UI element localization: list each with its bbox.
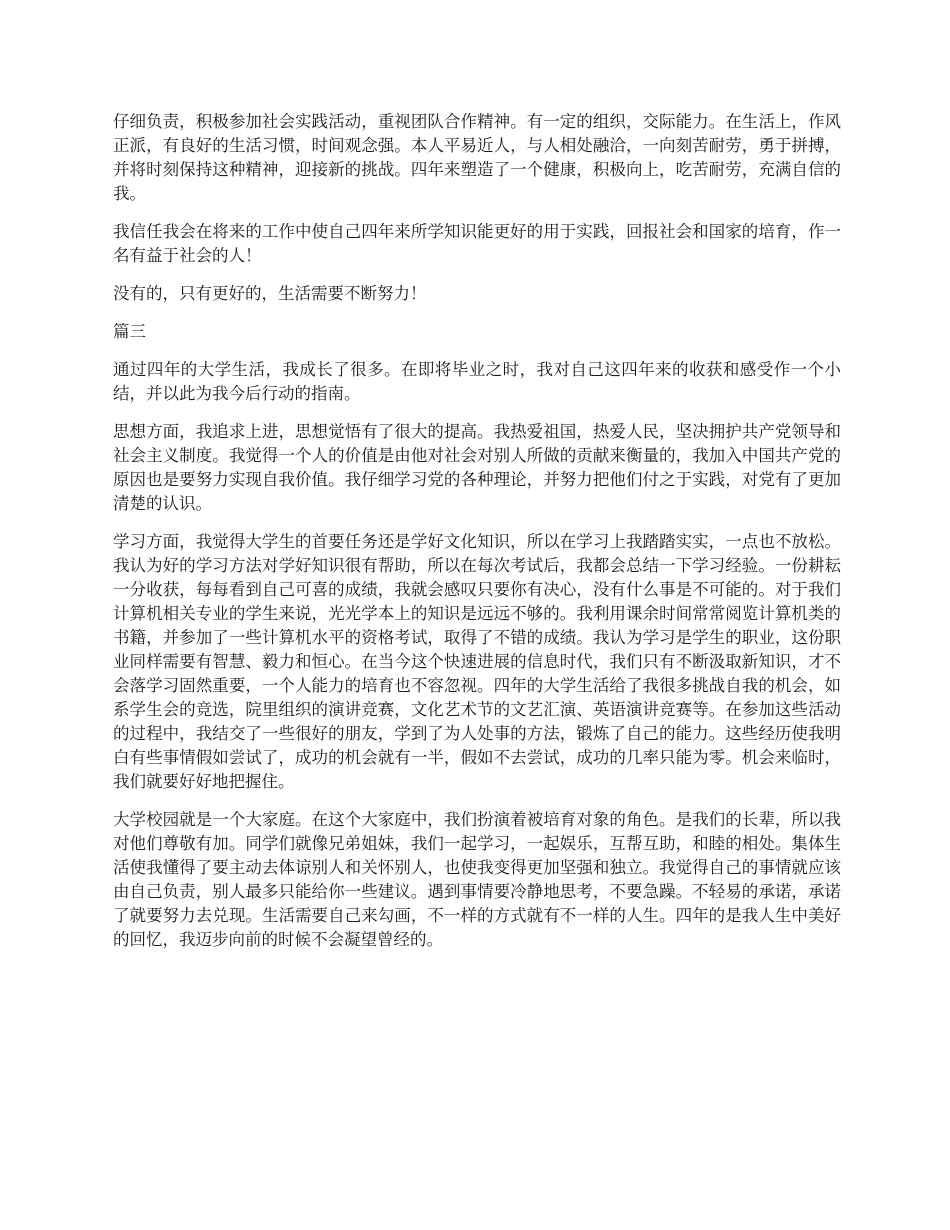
paragraph-future-work: 我信任我会在将来的工作中使自己四年来所学知识能更好的用于实践，回报社会和国家的培育，作一名有益于社会的人！ xyxy=(113,222,841,265)
paragraph-ideology: 思想方面，我追求上进，思想觉悟有了很大的提高。我热爱祖国，热爱人民，坚决拥护共产党领导和社会主义制度。我觉得一个人的价值是由他对社会对别人所做的贡献来衡量的，我加入中国共产党的原因也是要努力实现自我价值。我仔细学习党的各种理论，并努力把他们付之于实践，对党有了更加清楚的认识。 xyxy=(113,422,841,513)
paragraph-intro: 通过四年的大学生活，我成长了很多。在即将毕业之时，我对自己这四年来的收获和感受作一个小结，并以此为我今后行动的指南。 xyxy=(113,360,841,403)
paragraph-keep-trying: 没有的，只有更好的，生活需要不断努力！ xyxy=(113,284,427,303)
section-heading: 篇三 xyxy=(113,322,146,341)
paragraph-campus-life: 大学校园就是一个大家庭。在这个大家庭中，我们扮演着被培育对象的角色。是我们的长辈，所以我对他们尊敬有加。同学们就像兄弟姐妹，我们一起学习，一起娱乐，互帮互助，和睦的相处。集体生活使我懂得了要主动去体谅别人和关怀别人，也使我变得更加坚强和独立。我觉得自己的事情就应该由自己负责，别人最多只能给你一些建议。遇到事情要冷静地思考，不要急躁。不轻易的承诺，承诺了就要努力去兑现。生活需要自己来勾画，不一样的方式就有不一样的人生。四年的是我人生中美好的回忆，我迈步向前的时候不会凝望曾经的。 xyxy=(113,810,841,949)
paragraph-study: 学习方面，我觉得大学生的首要任务还是学好文化知识，所以在学习上我踏踏实实，一点也不放松。我认为好的学习方法对学好知识很有帮助，所以在每次考试后，我都会总结一下学习经验。一份耕耘一分收获，每每看到自己可喜的成绩，我就会感叹只要你有决心，没有什么事是不可能的。对于我们计算机相关专业的学生来说，光光学本上的知识是远远不够的。我利用课余时间常常阅览计算机类的书籍，并参加了一些计算机水平的资格考试，取得了不错的成绩。我认为学习是学生的职业，这份职业同样需要有智慧、毅力和恒心。在当今这个快速进展的信息时代，我们只有不断汲取新知识，才不会落学习固然重要，一个人能力的培育也不容忽视。四年的大学生活给了我很多挑战自我的机会，如系学生会的竞选，院里组织的演讲竞赛，文化艺术节的文艺汇演、英语演讲竞赛等。在参加这些活动的过程中，我结交了一些很好的朋友，学到了为人处事的方法，锻炼了自己的能力。这些经历使我明白有些事情假如尝试了，成功的机会就有一半，假如不去尝试，成功的几率只能为零。机会来临时，我们就要好好地把握住。 xyxy=(113,532,841,791)
document-body xyxy=(113,110,841,966)
paragraph-teamwork: 仔细负责，积极参加社会实践活动，重视团队合作精神。有一定的组织，交际能力。在生活上，作风正派，有良好的生活习惯，时间观念强。本人平易近人，与人相处融洽，一向刻苦耐劳，勇于拼搏，并将时刻保持这种精神，迎接新的挑战。四年来塑造了一个健康，积极向上，吃苦耐劳，充满自信的我。 xyxy=(113,112,841,203)
